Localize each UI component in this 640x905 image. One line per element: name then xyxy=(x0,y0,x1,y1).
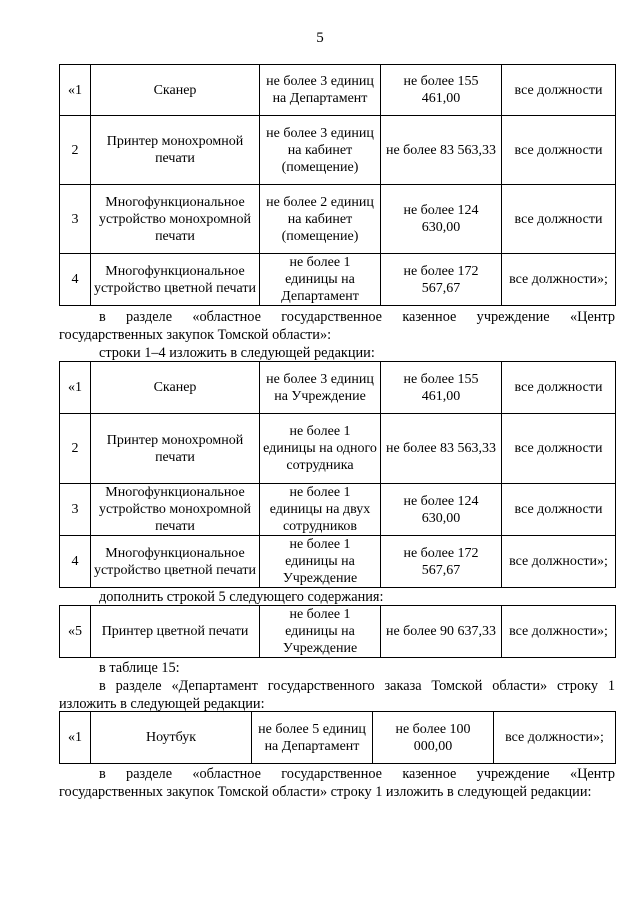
table-row xyxy=(60,712,616,764)
equipment-name: Многофункциональное устройство цветной печати xyxy=(91,254,260,306)
table-row xyxy=(60,484,616,536)
table-row xyxy=(60,606,616,658)
positions: все должности xyxy=(502,116,616,185)
positions: все должности xyxy=(502,362,616,414)
positions: все должности xyxy=(502,65,616,116)
paragraph: в таблице 15: xyxy=(99,660,180,676)
quantity-limit: не более 2 единиц на кабинет (помещение) xyxy=(260,185,381,254)
price-limit: не более 155 461,00 xyxy=(381,65,502,116)
table-row xyxy=(60,65,616,116)
table-row xyxy=(60,254,616,306)
price-limit: не более 83 563,33 xyxy=(381,414,502,484)
quantity-limit: не более 3 единиц на Учреждение xyxy=(260,362,381,414)
equipment-name: Принтер монохромной печати xyxy=(91,116,260,185)
quantity-limit: не более 5 единиц на Департамент xyxy=(252,712,373,764)
table-equipment-department xyxy=(59,64,616,306)
quantity-limit: не более 1 единицы на Учреждение xyxy=(260,606,381,658)
price-limit: не более 83 563,33 xyxy=(381,116,502,185)
equipment-name: Принтер цветной печати xyxy=(91,606,260,658)
equipment-name: Сканер xyxy=(91,362,260,414)
paragraph: в разделе «областное государственное казенное учреждение «Центр государственных закупок Томской области»: xyxy=(59,309,615,343)
positions: все должности»; xyxy=(502,536,616,588)
equipment-name: Сканер xyxy=(91,65,260,116)
row-number: 3 xyxy=(60,185,91,254)
equipment-name: Ноутбук xyxy=(91,712,252,764)
row-number: «1 xyxy=(60,65,91,116)
positions: все должности»; xyxy=(494,712,616,764)
table-row xyxy=(60,116,616,185)
equipment-name: Принтер монохромной печати xyxy=(91,414,260,484)
price-limit: не более 100 000,00 xyxy=(373,712,494,764)
positions: все должности xyxy=(502,484,616,536)
positions: все должности»; xyxy=(502,606,616,658)
quantity-limit: не более 1 единицы на двух сотрудников xyxy=(260,484,381,536)
page-number: 5 xyxy=(316,30,324,46)
table-added-row xyxy=(59,605,616,658)
price-limit: не более 172 567,67 xyxy=(381,536,502,588)
row-number: 4 xyxy=(60,254,91,306)
price-limit: не более 124 630,00 xyxy=(381,484,502,536)
row-number: 3 xyxy=(60,484,91,536)
paragraph: в разделе «областное государственное казенное учреждение «Центр государственных закупок Томской области» строку 1 изложить в следующей редакции: xyxy=(59,766,615,800)
positions: все должности»; xyxy=(502,254,616,306)
paragraph: в разделе «Департамент государственного заказа Томской области» строку 1 изложить в следующей редакции: xyxy=(59,678,615,712)
price-limit: не более 172 567,67 xyxy=(381,254,502,306)
table-laptop xyxy=(59,711,616,764)
price-limit: не более 90 637,33 xyxy=(381,606,502,658)
quantity-limit: не более 3 единиц на Департамент xyxy=(260,65,381,116)
price-limit: не более 155 461,00 xyxy=(381,362,502,414)
positions: все должности xyxy=(502,414,616,484)
quantity-limit: не более 1 единицы на одного сотрудника xyxy=(260,414,381,484)
table-row xyxy=(60,185,616,254)
row-number: «5 xyxy=(60,606,91,658)
paragraph: дополнить строкой 5 следующего содержания: xyxy=(99,589,384,605)
quantity-limit: не более 3 единиц на кабинет (помещение) xyxy=(260,116,381,185)
row-number: 4 xyxy=(60,536,91,588)
row-number: 2 xyxy=(60,414,91,484)
price-limit: не более 124 630,00 xyxy=(381,185,502,254)
table-row xyxy=(60,414,616,484)
equipment-name: Многофункциональное устройство цветной печати xyxy=(91,536,260,588)
row-number: «1 xyxy=(60,712,91,764)
quantity-limit: не более 1 единицы на Учреждение xyxy=(260,536,381,588)
paragraph: строки 1–4 изложить в следующей редакции: xyxy=(99,345,375,361)
table-row xyxy=(60,536,616,588)
row-number: «1 xyxy=(60,362,91,414)
equipment-name: Многофункциональное устройство монохромной печати xyxy=(91,484,260,536)
table-equipment-institution xyxy=(59,361,616,588)
table-row xyxy=(60,362,616,414)
quantity-limit: не более 1 единицы на Департамент xyxy=(260,254,381,306)
positions: все должности xyxy=(502,185,616,254)
equipment-name: Многофункциональное устройство монохромной печати xyxy=(91,185,260,254)
row-number: 2 xyxy=(60,116,91,185)
